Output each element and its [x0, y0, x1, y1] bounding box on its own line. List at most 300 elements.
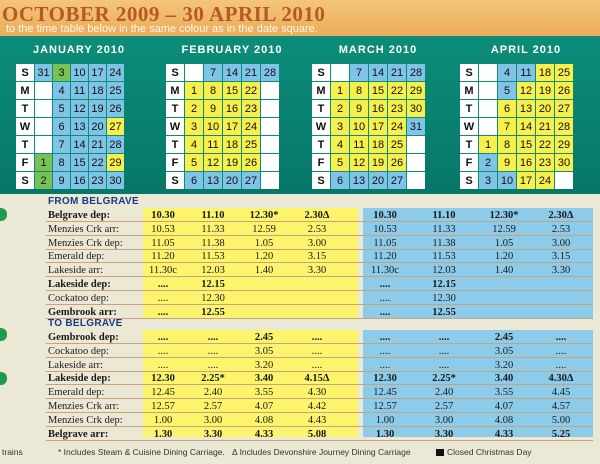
blue-time: 1.30 [375, 428, 395, 440]
calendar-empty-cell [261, 82, 279, 99]
yellow-time: 10.30 [151, 210, 175, 221]
calendar-date: 16 [517, 154, 535, 171]
calendar-date: 27 [242, 172, 260, 189]
calendar-date: 20 [536, 100, 554, 117]
blue-time: 11.10 [432, 210, 456, 221]
calendar-date: 23 [242, 100, 260, 117]
calendar-grid [166, 64, 279, 189]
yellow-time: 2.45 [254, 332, 274, 343]
weekday-label: M [16, 82, 34, 99]
blue-time: 4.08 [494, 414, 514, 426]
calendar-date: 10 [204, 118, 222, 135]
calendar-date: 9 [350, 100, 368, 117]
calendar-date: 27 [107, 118, 124, 135]
blue-time: 3.30 [551, 265, 571, 277]
station-label: Gembrook arr: [48, 306, 117, 318]
yellow-time: 12.30* [249, 210, 279, 221]
blue-time: 11.53 [432, 251, 456, 263]
blue-time: 5.25 [551, 428, 571, 440]
header-banner [0, 0, 600, 36]
calendar-date: 5 [53, 100, 70, 117]
yellow-time: 1.05 [254, 237, 274, 249]
yellow-time: 4.07 [254, 401, 274, 412]
yellow-time: 3.00 [307, 237, 327, 249]
yellow-time: 3.30 [307, 265, 327, 277]
yellow-time: 11.30c [149, 265, 177, 277]
calendar-date: 20 [223, 172, 241, 189]
blue-time: 4.33 [494, 428, 514, 440]
calendar-date: 8 [498, 136, 516, 153]
calendar-date: 8 [53, 154, 70, 171]
timetable-row [0, 292, 600, 305]
calendar-date: 10 [498, 172, 516, 189]
yellow-time: 2.40 [203, 387, 223, 399]
from-belgrave-title: FROM BELGRAVE [48, 196, 139, 207]
blue-time: 10.53 [373, 223, 397, 235]
calendar-date: 1 [35, 154, 52, 171]
weekday-label: S [16, 64, 34, 81]
yellow-time: .... [207, 345, 219, 357]
yellow-time: 11.20 [151, 251, 175, 263]
yellow-time: 4.08 [254, 414, 274, 426]
yellow-time: 1.00 [153, 414, 173, 426]
calendar-date: 28 [107, 136, 124, 153]
blue-time: .... [379, 292, 391, 304]
footer-legend [0, 444, 600, 464]
calendar-date: 19 [223, 154, 241, 171]
calendar-date: 24 [107, 64, 124, 81]
weekday-label: T [460, 100, 478, 117]
calendar-date: 27 [388, 172, 406, 189]
yellow-time: 1.40 [254, 265, 274, 277]
calendar-date: 5 [185, 154, 203, 171]
calendar-date: 12 [71, 100, 88, 117]
calendar-date: 1 [479, 136, 497, 153]
blue-time: 12.45 [373, 387, 397, 399]
calendar-date: 13 [517, 100, 535, 117]
calendar-date: 13 [350, 172, 368, 189]
yellow-time: .... [157, 279, 169, 290]
station-label: Lakeside arr: [48, 265, 104, 277]
calendar-date: 22 [242, 82, 260, 99]
blue-time: 11.30c [371, 265, 399, 277]
yellow-time: .... [207, 359, 219, 371]
blue-time: 3.55 [494, 387, 514, 399]
station-label: Belgrave dep: [48, 210, 111, 221]
station-label: Lakeside dep: [48, 373, 111, 385]
station-label: Emerald dep: [48, 251, 105, 263]
calendar-month-title: FEBRUARY 2010 [181, 44, 283, 56]
calendar-empty-cell [261, 100, 279, 117]
weekday-label: M [460, 82, 478, 99]
yellow-time: 12.30 [151, 373, 175, 385]
blue-time: 2.45 [494, 332, 514, 343]
calendar-date: 31 [35, 64, 52, 81]
yellow-time: 5.08 [307, 428, 327, 440]
calendar-date: 28 [407, 64, 425, 81]
calendar-date: 29 [407, 82, 425, 99]
calendar-date: 6 [331, 172, 349, 189]
calendar-date: 20 [89, 118, 106, 135]
calendar-date: 11 [517, 64, 535, 81]
blue-time: 12.59 [492, 223, 516, 235]
blue-time: .... [379, 279, 391, 290]
timetable-row [0, 209, 600, 222]
yellow-time: 10.53 [151, 223, 175, 235]
calendar-empty-cell [479, 82, 497, 99]
closed-square-icon [436, 449, 444, 456]
calendar-date: 7 [350, 64, 368, 81]
calendar-date: 4 [498, 64, 516, 81]
calendar-date: 8 [204, 82, 222, 99]
yellow-time: 3.05 [254, 345, 274, 357]
closed-note [436, 447, 532, 457]
yellow-time: 12.15 [201, 279, 225, 290]
blue-time: 1.40 [494, 265, 514, 277]
calendar-date: 17 [89, 64, 106, 81]
timetable-row [0, 386, 600, 399]
calendar-date: 23 [388, 100, 406, 117]
calendar-empty-cell [261, 154, 279, 171]
weekday-label: S [312, 172, 330, 189]
calendar-empty-cell [407, 172, 425, 189]
blue-time: 12.15 [432, 279, 456, 290]
timetable-row [0, 306, 600, 319]
blue-time: .... [379, 332, 391, 343]
calendar-date: 8 [350, 82, 368, 99]
calendar-date: 29 [555, 136, 573, 153]
calendar-date: 14 [223, 64, 241, 81]
calendar-date: 26 [388, 154, 406, 171]
timetable-row [0, 331, 600, 344]
calendar-date: 27 [555, 100, 573, 117]
station-label: Emerald dep: [48, 387, 105, 399]
calendar-date: 15 [517, 136, 535, 153]
calendar-date: 14 [71, 136, 88, 153]
calendar-grid [16, 64, 124, 189]
blue-time: .... [379, 359, 391, 371]
timetable-row [0, 278, 600, 291]
yellow-time: 11.38 [201, 237, 225, 249]
weekday-label: T [166, 136, 184, 153]
calendar-empty-cell [479, 118, 497, 135]
calendar-date: 3 [185, 118, 203, 135]
calendar-date: 16 [223, 100, 241, 117]
blue-time: 3.00 [434, 414, 454, 426]
weekday-label: W [460, 118, 478, 135]
calendar-date: 28 [555, 118, 573, 135]
calendar-empty-cell [479, 64, 497, 81]
blue-time: 2.40 [434, 387, 454, 399]
calendar-date: 2 [35, 172, 52, 189]
station-label: Cockatoo dep: [48, 292, 109, 304]
blue-time: 4.45 [551, 387, 571, 399]
blue-time: 11.33 [432, 223, 456, 235]
calendar-empty-cell [35, 136, 52, 153]
weekday-label: T [460, 136, 478, 153]
calendar-empty-cell [261, 172, 279, 189]
yellow-time: 2.57 [203, 401, 223, 412]
calendar-grid [460, 64, 573, 189]
blue-time: .... [438, 332, 450, 343]
blue-time: .... [379, 345, 391, 357]
blue-time: 4.30Δ [548, 373, 574, 385]
timetable-row [0, 223, 600, 236]
blue-time: 10.30 [373, 210, 397, 221]
calendar-date: 16 [71, 172, 88, 189]
blue-time: .... [438, 345, 450, 357]
yellow-time: .... [157, 345, 169, 357]
yellow-time: .... [311, 332, 323, 343]
calendar-date: 22 [89, 154, 106, 171]
calendar-date: 7 [498, 118, 516, 135]
blue-time: 12.03 [432, 265, 456, 277]
calendar-date: 21 [536, 118, 554, 135]
calendar-date: 25 [242, 136, 260, 153]
yellow-time: 11.33 [201, 223, 225, 235]
calendar-date: 21 [388, 64, 406, 81]
calendar-date: 22 [536, 136, 554, 153]
blue-time: 11.38 [432, 237, 456, 249]
calendar-date: 11 [204, 136, 222, 153]
blue-time: 3.30 [434, 428, 454, 440]
yellow-time: 12.55 [201, 306, 225, 318]
calendar-date: 6 [498, 100, 516, 117]
calendar-date: 6 [53, 118, 70, 135]
blue-time: .... [555, 345, 567, 357]
station-label: Lakeside arr: [48, 359, 104, 371]
yellow-time: .... [311, 345, 323, 357]
yellow-time: 12.57 [151, 401, 175, 412]
station-label: Gembrook dep: [48, 332, 119, 343]
blue-time: 12.57 [373, 401, 397, 412]
calendar-date: 28 [261, 64, 279, 81]
weekday-label: S [16, 172, 34, 189]
yellow-time: 2.53 [307, 223, 327, 235]
blue-time: .... [555, 359, 567, 371]
weekday-label: W [312, 118, 330, 135]
yellow-time: 3.30 [203, 428, 223, 440]
timetable-row [0, 250, 600, 263]
weekday-label: T [16, 100, 34, 117]
blue-time: 1.00 [375, 414, 395, 426]
weekday-label: S [312, 64, 330, 81]
calendar-date: 19 [536, 82, 554, 99]
weekday-label: T [166, 100, 184, 117]
timetable-row [0, 428, 600, 441]
blue-time: 3.05 [494, 345, 514, 357]
calendar-date: 7 [204, 64, 222, 81]
calendar-date: 25 [388, 136, 406, 153]
yellow-time: 4.15Δ [304, 373, 330, 385]
calendar-date: 10 [350, 118, 368, 135]
calendar-date: 15 [71, 154, 88, 171]
calendar-date: 30 [555, 154, 573, 171]
calendar-date: 7 [53, 136, 70, 153]
yellow-time: 2.30Δ [304, 210, 330, 221]
blue-time: 3.40 [494, 373, 514, 385]
station-label: Menzies Crk dep: [48, 414, 123, 426]
devonshire-note: Δ Includes Devonshire Journey Dining Carriage [232, 447, 411, 457]
calendar-date: 23 [89, 172, 106, 189]
yellow-time: 11.53 [201, 251, 225, 263]
weekday-label: S [460, 64, 478, 81]
yellow-time: .... [207, 332, 219, 343]
weekday-label: S [460, 172, 478, 189]
calendar-empty-cell [261, 118, 279, 135]
weekday-label: S [166, 64, 184, 81]
calendar-date: 3 [331, 118, 349, 135]
calendar-date: 19 [89, 100, 106, 117]
yellow-time: 2.25* [201, 373, 225, 385]
calendar-empty-cell [35, 100, 52, 117]
calendar-date: 2 [479, 154, 497, 171]
calendar-date: 1 [331, 82, 349, 99]
blue-time: 4.57 [551, 401, 571, 412]
blue-time: 12.30 [432, 292, 456, 304]
calendar-date: 26 [555, 82, 573, 99]
calendar-date: 12 [204, 154, 222, 171]
calendar-date: 4 [53, 82, 70, 99]
station-label: Menzies Crk dep: [48, 237, 123, 249]
calendar-date: 29 [107, 154, 124, 171]
calendar-empty-cell [35, 82, 52, 99]
calendar-date: 24 [242, 118, 260, 135]
calendar-date: 5 [331, 154, 349, 171]
calendar-date: 9 [498, 154, 516, 171]
weekday-label: F [460, 154, 478, 171]
calendar-date: 6 [185, 172, 203, 189]
yellow-time: .... [157, 359, 169, 371]
weekday-label: T [312, 136, 330, 153]
blue-time: 2.25* [432, 373, 456, 385]
weekday-label: S [166, 172, 184, 189]
blue-time: 12.30 [373, 373, 397, 385]
timetable-row [0, 264, 600, 277]
weekday-label: F [166, 154, 184, 171]
calendar-date: 25 [555, 64, 573, 81]
yellow-time: 12.30 [201, 292, 225, 304]
calendar-date: 9 [204, 100, 222, 117]
yellow-time: 3.40 [254, 373, 274, 385]
yellow-time: .... [157, 332, 169, 343]
timetable-row [0, 237, 600, 250]
calendar-date: 24 [536, 172, 554, 189]
yellow-time: 3.15 [307, 251, 327, 263]
calendar-date: 23 [536, 154, 554, 171]
weekday-label: M [312, 82, 330, 99]
blue-time: 2.53 [551, 223, 571, 235]
calendar-date: 30 [407, 100, 425, 117]
yellow-time: 12.45 [151, 387, 175, 399]
calendar-empty-cell [407, 136, 425, 153]
station-label: Belgrave arr: [48, 428, 109, 440]
calendar-date: 4 [331, 136, 349, 153]
calendar-date: 16 [369, 100, 387, 117]
calendar-empty-cell [555, 172, 573, 189]
calendar-date: 21 [89, 136, 106, 153]
weekday-label: T [312, 100, 330, 117]
weekday-label: M [166, 82, 184, 99]
calendar-date: 24 [388, 118, 406, 135]
calendar-date: 13 [71, 118, 88, 135]
calendar-empty-cell [185, 64, 203, 81]
calendar-date: 4 [185, 136, 203, 153]
calendar-date: 3 [53, 64, 70, 81]
yellow-time: 3.55 [254, 387, 274, 399]
weekday-label: W [166, 118, 184, 135]
to-belgrave-title: TO BELGRAVE [48, 318, 123, 329]
blue-time: 5.00 [551, 414, 571, 426]
calendar-date: 18 [223, 136, 241, 153]
calendar-month-title: MARCH 2010 [338, 44, 418, 56]
timetable-row [0, 372, 600, 385]
calendar-date: 11 [71, 82, 88, 99]
blue-time: .... [379, 306, 391, 318]
blue-time: .... [438, 359, 450, 371]
calendar-date: 17 [517, 172, 535, 189]
calendar-month-title: APRIL 2010 [490, 44, 562, 56]
calendar-date: 12 [517, 82, 535, 99]
calendar-empty-cell [407, 154, 425, 171]
calendar-date: 31 [407, 118, 425, 135]
section-gap [363, 319, 593, 330]
timetable-row [0, 414, 600, 427]
weekday-label: W [16, 118, 34, 135]
calendar-date: 9 [53, 172, 70, 189]
blue-time: 3.20 [494, 359, 514, 371]
calendar-date: 26 [242, 154, 260, 171]
yellow-time: 4.43 [307, 414, 327, 426]
yellow-time: 1.30 [153, 428, 173, 440]
blue-time: 1.05 [494, 237, 514, 249]
steam-note: * Includes Steam & Cuisine Dining Carriage. [58, 447, 225, 457]
calendar-date: 25 [107, 82, 124, 99]
yellow-time: 4.33 [254, 428, 274, 440]
blue-time: 3.00 [551, 237, 571, 249]
calendar-date: 15 [223, 82, 241, 99]
blue-time: 12.30* [489, 210, 519, 221]
blue-time: 2.57 [434, 401, 454, 412]
calendar-date: 20 [369, 172, 387, 189]
yellow-time: 3.20 [254, 359, 274, 371]
yellow-time: 1.20 [254, 251, 274, 263]
blue-time: 11.05 [373, 237, 397, 249]
calendar-date: 19 [369, 154, 387, 171]
closed-note-label: Closed Christmas Day [447, 447, 532, 457]
calendar-date: 18 [89, 82, 106, 99]
calendar-grid [312, 64, 425, 189]
calendar-date: 17 [369, 118, 387, 135]
calendar-date: 22 [388, 82, 406, 99]
blue-time: 11.20 [373, 251, 397, 263]
calendar-date: 17 [223, 118, 241, 135]
calendar-date: 30 [107, 172, 124, 189]
calendar-date: 13 [204, 172, 222, 189]
calendar-month-title: JANUARY 2010 [32, 44, 126, 56]
calendar-date: 2 [185, 100, 203, 117]
yellow-time: .... [157, 306, 169, 318]
weekday-label: F [16, 154, 34, 171]
footer-trains: trains [2, 447, 23, 457]
calendar-empty-cell [35, 118, 52, 135]
calendar-date: 10 [71, 64, 88, 81]
station-label: Cockatoo dep: [48, 345, 109, 357]
blue-time: .... [555, 332, 567, 343]
calendar-empty-cell [479, 100, 497, 117]
calendar-date: 3 [479, 172, 497, 189]
calendar-date: 21 [242, 64, 260, 81]
